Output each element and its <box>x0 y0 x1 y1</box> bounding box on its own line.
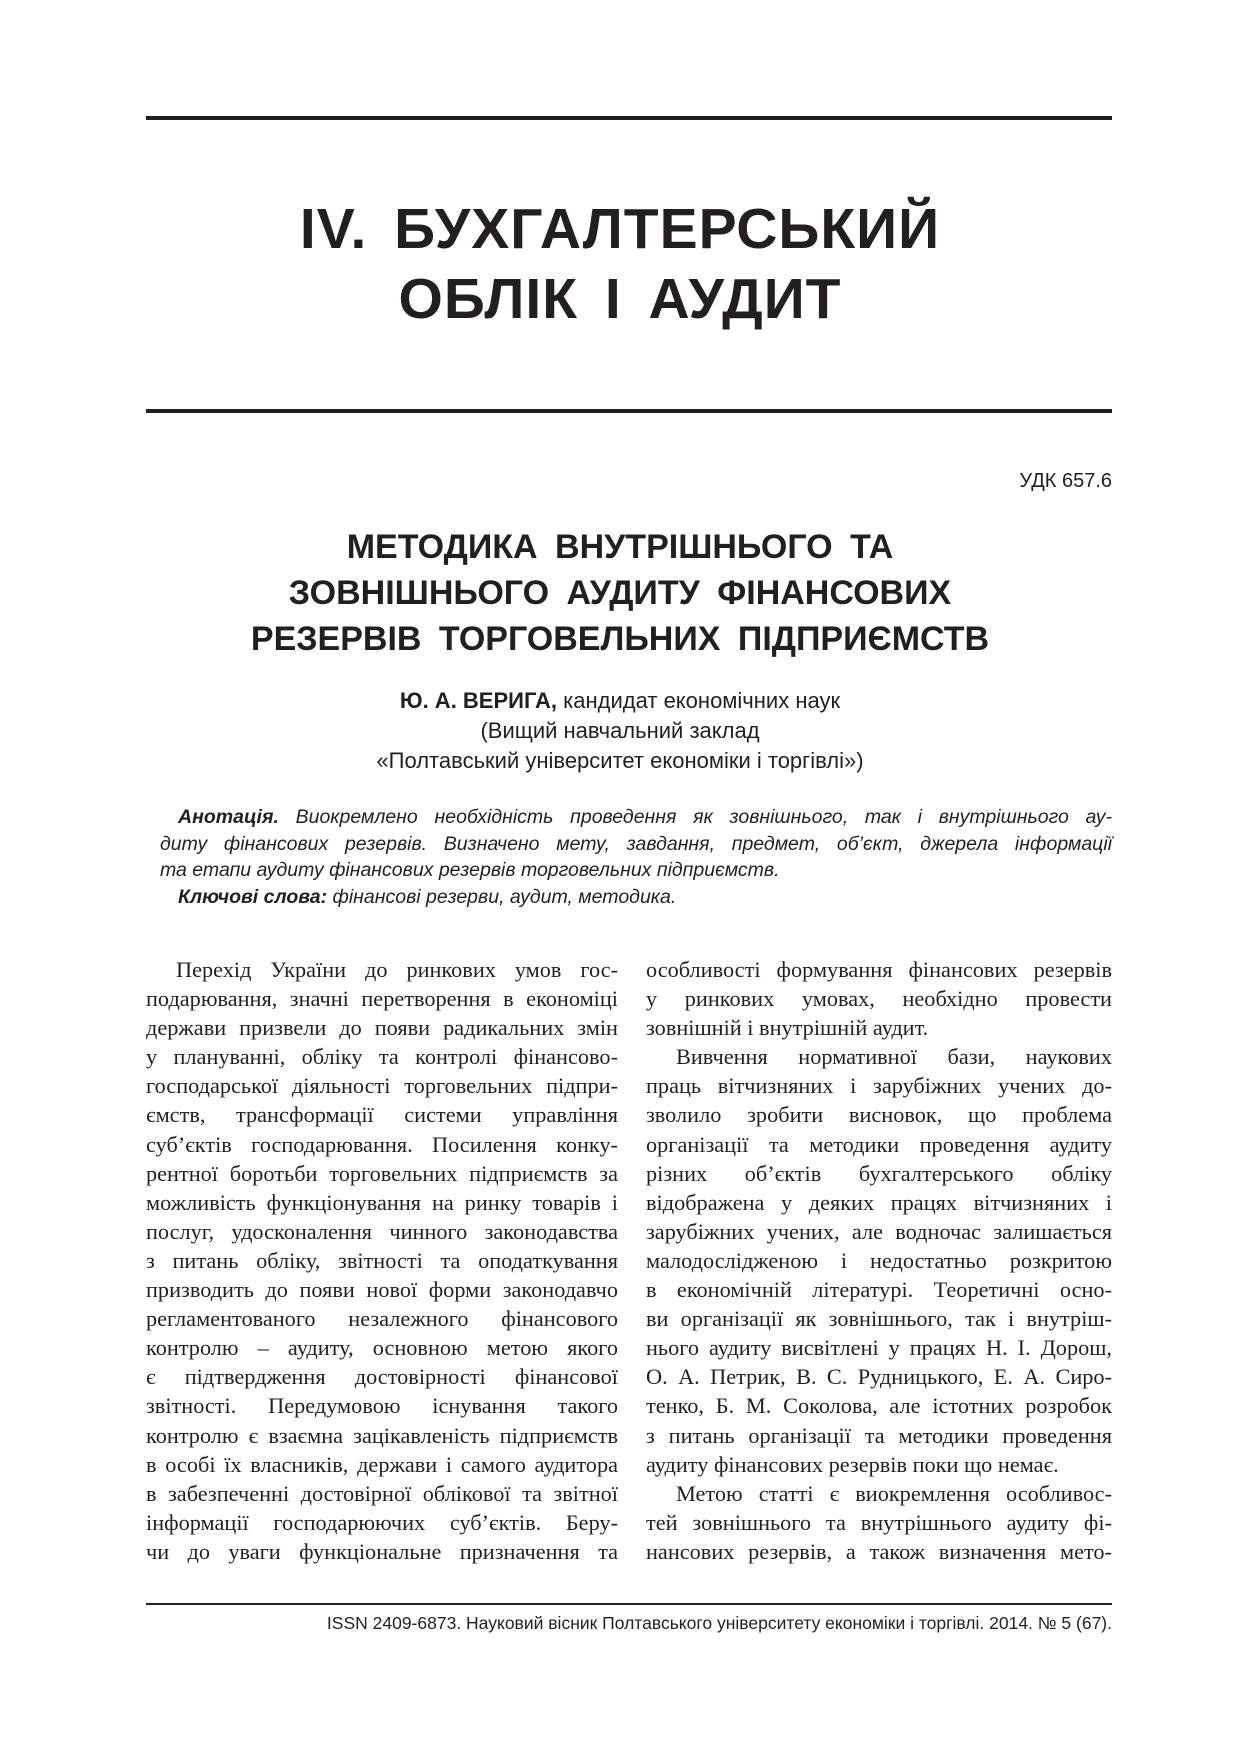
body-text-line: в економічній літературі. Теоретичні осно- <box>646 1277 1112 1303</box>
body-text-line: призводить до появи нової форми законодавчо <box>146 1277 618 1303</box>
body-text-line: з питань обліку, звітності та оподаткування <box>146 1247 618 1273</box>
body-text-line: малодослідженою і недостатньо розкритою <box>646 1247 1112 1273</box>
body-text-line: в забезпеченні достовірної облікової та звітної <box>146 1480 618 1506</box>
body-text-line: Перехід України до ринкових умов гос- <box>176 957 618 982</box>
body-text-line: у плануванні, обліку та контролі фінансово- <box>146 1044 618 1070</box>
body-text-line: ємств, трансформації системи управління <box>146 1102 618 1128</box>
body-column-right <box>646 955 1112 1566</box>
author-degree: кандидат економічних наук <box>557 688 841 713</box>
body-text-line: Метою статті є виокремлення особливос- <box>676 1480 1112 1506</box>
body-text-line: в особі їх власників, держави і самого аудитора <box>146 1451 618 1477</box>
body-text-line: суб’єктів господарювання. Посилення конку- <box>146 1131 618 1157</box>
body-text-line: регламентованого незалежного фінансового <box>146 1306 618 1332</box>
author-name: Ю. А. ВЕРИГА, <box>399 688 558 713</box>
keywords: фінансові резерви, аудит, методика. <box>327 885 677 908</box>
body-text-line: звітності. Передумовою існування такого <box>146 1393 618 1419</box>
abstract-text: Виокремлено необхідність проведення як зовнішнього, так і внутрішнього ау- <box>278 806 1112 828</box>
footer-rule <box>146 1603 1112 1605</box>
top-rule <box>146 116 1112 120</box>
body-text-line: господарської діяльності торговельних підпри- <box>146 1073 618 1099</box>
abstract-line: та етапи аудиту фінансових резервів торговельних підприємств. <box>160 859 780 881</box>
body-text-line: рентної боротьби торговельних підприємств за <box>146 1160 618 1186</box>
body-text-line: держави призвели до появи радикальних змін <box>146 1015 618 1041</box>
section-bottom-rule <box>146 409 1112 413</box>
body-text-line: зволило зробити висновок, що проблема <box>646 1102 1112 1128</box>
abstract-line: диту фінансових резервів. Визначено мету, завдання, предмет, об’єкт, джерела інформації <box>160 832 1112 855</box>
body-text-line: послуг, удосконалення чинного законодавства <box>146 1218 618 1244</box>
author-line <box>0 688 1240 714</box>
body-text-line: є підтвердження достовірності фінансової <box>146 1364 618 1390</box>
body-text-line: тенко, Б. М. Соколова, але істотних розробок <box>646 1393 1112 1419</box>
body-text-line: у ринкових умовах, необхідно провести <box>646 986 1112 1012</box>
body-text-line: нансових резервів, а також визначення мето- <box>646 1538 1112 1564</box>
abstract-line <box>178 804 1112 831</box>
body-text-line: ви організації як зовнішнього, так і внутріш- <box>646 1306 1112 1332</box>
body-text-line: організації та методики проведення аудиту <box>646 1131 1112 1157</box>
body-text-line: можливість функціонування на ринку товарів і <box>146 1189 618 1215</box>
article-title-line2: ЗОВНІШНЬОГО АУДИТУ ФІНАНСОВИХ <box>288 574 952 612</box>
keywords-label: Ключові слова: <box>178 885 328 908</box>
section-title-line2: ОБЛІК І АУДИТ <box>398 267 842 331</box>
body-text-line: контролю є взаємна зацікавленість підприємств <box>146 1422 618 1448</box>
journal-footer: ISSN 2409-6873. Науковий вісник Полтавського університету економіки і торгівлі. 2014. № 5 (67). <box>326 1613 1112 1633</box>
body-text-line: нього аудиту висвітлені у працях Н. І. Дорош, <box>646 1335 1112 1361</box>
abstract <box>160 804 1112 910</box>
article-title-line3: РЕЗЕРВІВ ТОРГОВЕЛЬНИХ ПІДПРИЄМСТВ <box>250 620 990 658</box>
body-text-line: Вивчення нормативної бази, наукових <box>676 1044 1112 1070</box>
body-text-line: чи до уваги функціональне призначення та <box>146 1538 618 1564</box>
udk-code: УДК 657.6 <box>1019 470 1112 492</box>
body-text-line: зарубіжних учених, але водночас залишається <box>646 1218 1112 1244</box>
body-text-line: подарювання, значні перетворення в економіці <box>146 986 618 1012</box>
body-text-line: інформації господарюючих суб’єктів. Беру- <box>146 1509 618 1535</box>
body-text-line: аудиту фінансових резервів поки що немає. <box>646 1451 1059 1477</box>
author-affiliation-1: (Вищий навчальний заклад <box>480 718 760 743</box>
body-column-left <box>146 955 618 1566</box>
body-text-line: особливості формування фінансових резервів <box>646 957 1112 982</box>
abstract-label: Анотація. <box>178 806 279 828</box>
section-title-line1: IV. БУХГАЛТЕРСЬКИЙ <box>299 197 941 261</box>
body-text-line: зовнішній і внутрішній аудит. <box>646 1015 929 1041</box>
body-text-line: різних об’єктів бухгалтерського обліку <box>646 1160 1112 1186</box>
body-text-line: тей зовнішнього та внутрішнього аудиту фі- <box>646 1509 1112 1535</box>
keywords-line <box>178 884 1112 911</box>
author-affiliation-2: «Полтавський університет економіки і торгівлі») <box>376 748 864 773</box>
body-text-line: відображена у деяких працях вітчизняних і <box>646 1189 1112 1215</box>
article-title-line1: МЕТОДИКА ВНУТРІШНЬОГО ТА <box>346 528 894 566</box>
body-text-line: з питань організації та методики проведення <box>646 1422 1112 1448</box>
body-text-line: праць вітчизняних і зарубіжних учених до- <box>646 1073 1112 1099</box>
body-text-line: О. А. Петрик, В. С. Рудницького, Е. А. Сиро- <box>646 1364 1112 1390</box>
body-text-line: контролю – аудиту, основною метою якого <box>146 1335 618 1361</box>
